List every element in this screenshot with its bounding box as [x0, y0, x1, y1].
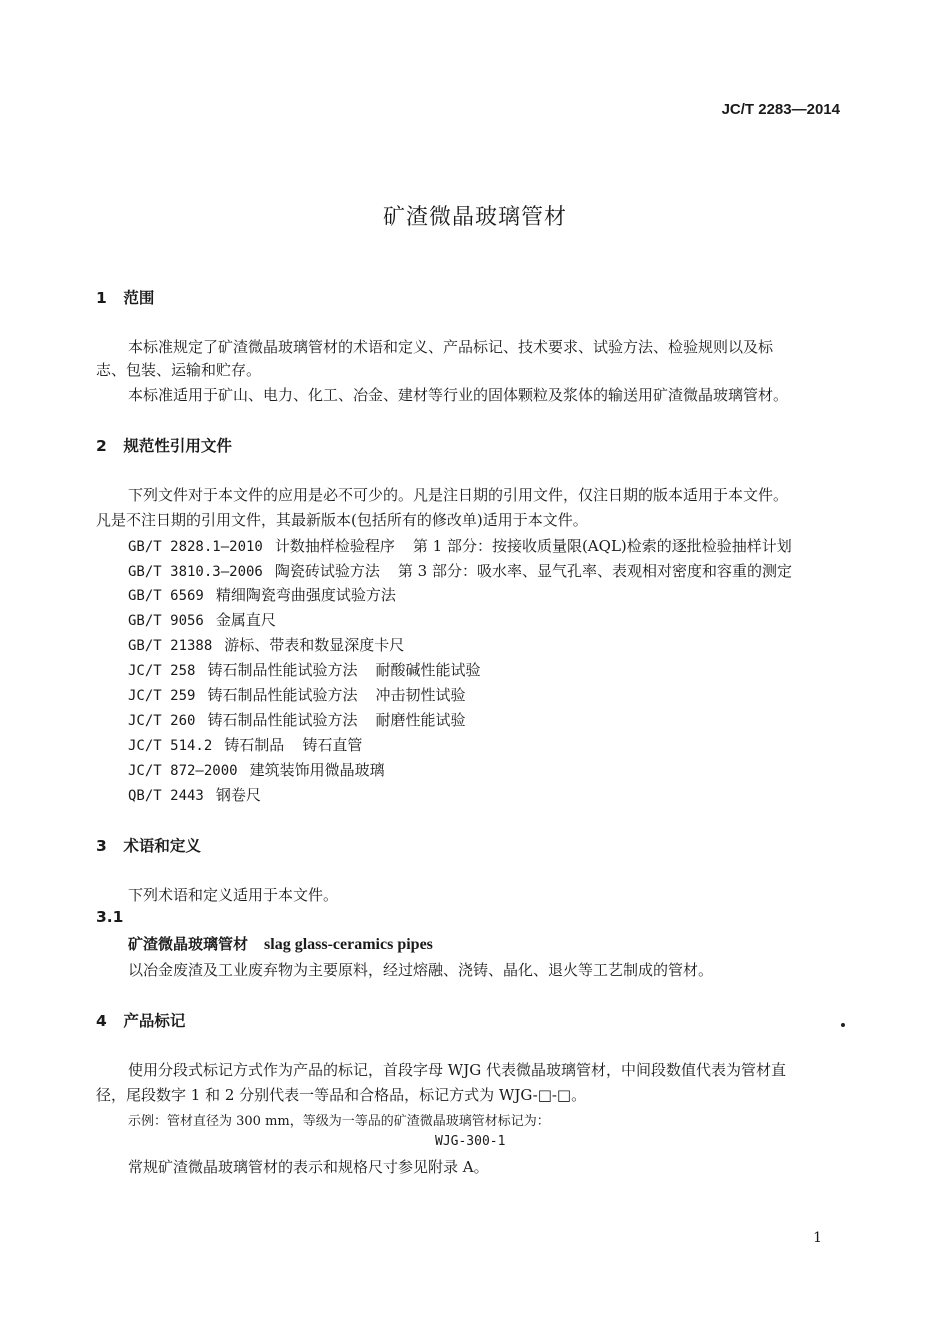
- reference-title: 钢卷尺: [215, 786, 261, 804]
- reference-code: GB/T 2828.1—2010: [128, 539, 263, 555]
- reference-code: QB/T 2443: [128, 788, 204, 804]
- reference-subtitle: 铸石直管: [302, 736, 363, 754]
- standard-code: JC/T 2283—2014: [721, 101, 840, 118]
- marking-example-code: WJG-300-1: [435, 1134, 506, 1149]
- section-number: 4: [96, 1012, 107, 1030]
- section-title: 产品标记: [123, 1012, 186, 1030]
- reference-item: [128, 535, 792, 556]
- section-title: 范围: [123, 289, 155, 307]
- section-number: 1: [96, 289, 107, 307]
- section-title: 规范性引用文件: [123, 437, 232, 455]
- reference-title: 陶瓷砖试验方法: [274, 562, 380, 580]
- section-title: 术语和定义: [123, 837, 201, 855]
- reference-code: JC/T 260: [128, 713, 196, 729]
- reference-item: [128, 560, 792, 581]
- reference-item: [128, 584, 414, 605]
- reference-item: [128, 709, 465, 730]
- term-number: 3.1: [96, 908, 124, 926]
- reference-code: JC/T 258: [128, 663, 196, 679]
- references-intro-line-2: 凡是不注日期的引用文件，其最新版本(包括所有的修改单)适用于本文件。: [96, 511, 588, 529]
- page-number: 1: [813, 1230, 822, 1246]
- document-title: 矿渣微晶玻璃管材: [382, 205, 567, 230]
- reference-item: [128, 734, 362, 755]
- reference-title: 计数抽样检验程序: [274, 537, 395, 555]
- term-chinese: 矿渣微晶玻璃管材: [128, 935, 249, 953]
- reference-title: 铸石制品性能试验方法: [207, 661, 358, 679]
- reference-title: 金属直尺: [215, 611, 276, 629]
- scope-paragraph-line-2: 志、包装、运输和贮存。: [96, 361, 262, 379]
- scan-speck: [841, 1023, 845, 1027]
- reference-code: JC/T 872—2000: [128, 763, 238, 779]
- reference-subtitle: 耐磨性能试验: [375, 711, 466, 729]
- reference-item: [128, 759, 403, 780]
- marking-paragraph-line-1: 使用分段式标记方式作为产品的标记，首段字母 WJG 代表微晶玻璃管材，中间段数值代表为管材直: [128, 1061, 786, 1079]
- section-number: 2: [96, 437, 107, 455]
- section-3-heading: [96, 834, 201, 856]
- reference-code: GB/T 6569: [128, 588, 204, 604]
- reference-code: JC/T 514.2: [128, 738, 213, 754]
- reference-code: GB/T 3810.3—2006: [128, 564, 263, 580]
- reference-item: [128, 634, 422, 655]
- reference-code: JC/T 259: [128, 688, 196, 704]
- reference-code: GB/T 21388: [128, 638, 213, 654]
- reference-title: 铸石制品性能试验方法: [207, 686, 358, 704]
- term-heading: [128, 933, 433, 954]
- reference-item: [128, 684, 465, 705]
- reference-subtitle: 第 3 部分：吸水率、显气孔率、表观相对密度和容重的测定: [397, 562, 792, 580]
- reference-title: 铸石制品: [224, 736, 285, 754]
- reference-title: 游标、带表和数显深度卡尺: [224, 636, 405, 654]
- reference-item: [128, 609, 294, 630]
- marking-example: 示例：管材直径为 300 mm，等级为一等品的矿渣微晶玻璃管材标记为：: [128, 1114, 550, 1129]
- reference-subtitle: 耐酸碱性能试验: [375, 661, 481, 679]
- reference-item: [128, 784, 279, 805]
- section-2-heading: [96, 434, 232, 456]
- section-1-heading: [96, 286, 154, 308]
- reference-code: GB/T 9056: [128, 613, 204, 629]
- references-intro-line-1: 下列文件对于本文件的应用是必不可少的。凡是注日期的引用文件，仅注日期的版本适用于本文件。: [128, 486, 789, 504]
- marking-paragraph-line-2: 径，尾段数字 1 和 2 分别代表一等品和合格品，标记方式为 WJG-□-□。: [96, 1086, 587, 1104]
- reference-item: [128, 659, 480, 680]
- reference-title: 建筑装饰用微晶玻璃: [249, 761, 385, 779]
- scope-paragraph-line-1: 本标准规定了矿渣微晶玻璃管材的术语和定义、产品标记、技术要求、试验方法、检验规则以及标: [128, 338, 774, 356]
- marking-paragraph-2: 常规矿渣微晶玻璃管材的表示和规格尺寸参见附录 A。: [128, 1158, 489, 1176]
- reference-title: 铸石制品性能试验方法: [207, 711, 358, 729]
- reference-subtitle: 第 1 部分：按接收质量限(AQL)检索的逐批检验抽样计划: [412, 537, 792, 555]
- section-number: 3: [96, 837, 107, 855]
- reference-subtitle: 冲击韧性试验: [375, 686, 466, 704]
- term-english: slag glass-ceramics pipes: [264, 936, 433, 953]
- scope-paragraph-2: 本标准适用于矿山、电力、化工、冶金、建材等行业的固体颗粒及浆体的输送用矿渣微晶玻璃管材。: [128, 386, 789, 404]
- reference-title: 精细陶瓷弯曲强度试验方法: [215, 586, 396, 604]
- section-4-heading: [96, 1009, 185, 1031]
- term-definition: 以冶金废渣及工业废弃物为主要原料，经过熔融、浇铸、晶化、退火等工艺制成的管材。: [128, 961, 714, 979]
- terms-intro: 下列术语和定义适用于本文件。: [128, 886, 339, 904]
